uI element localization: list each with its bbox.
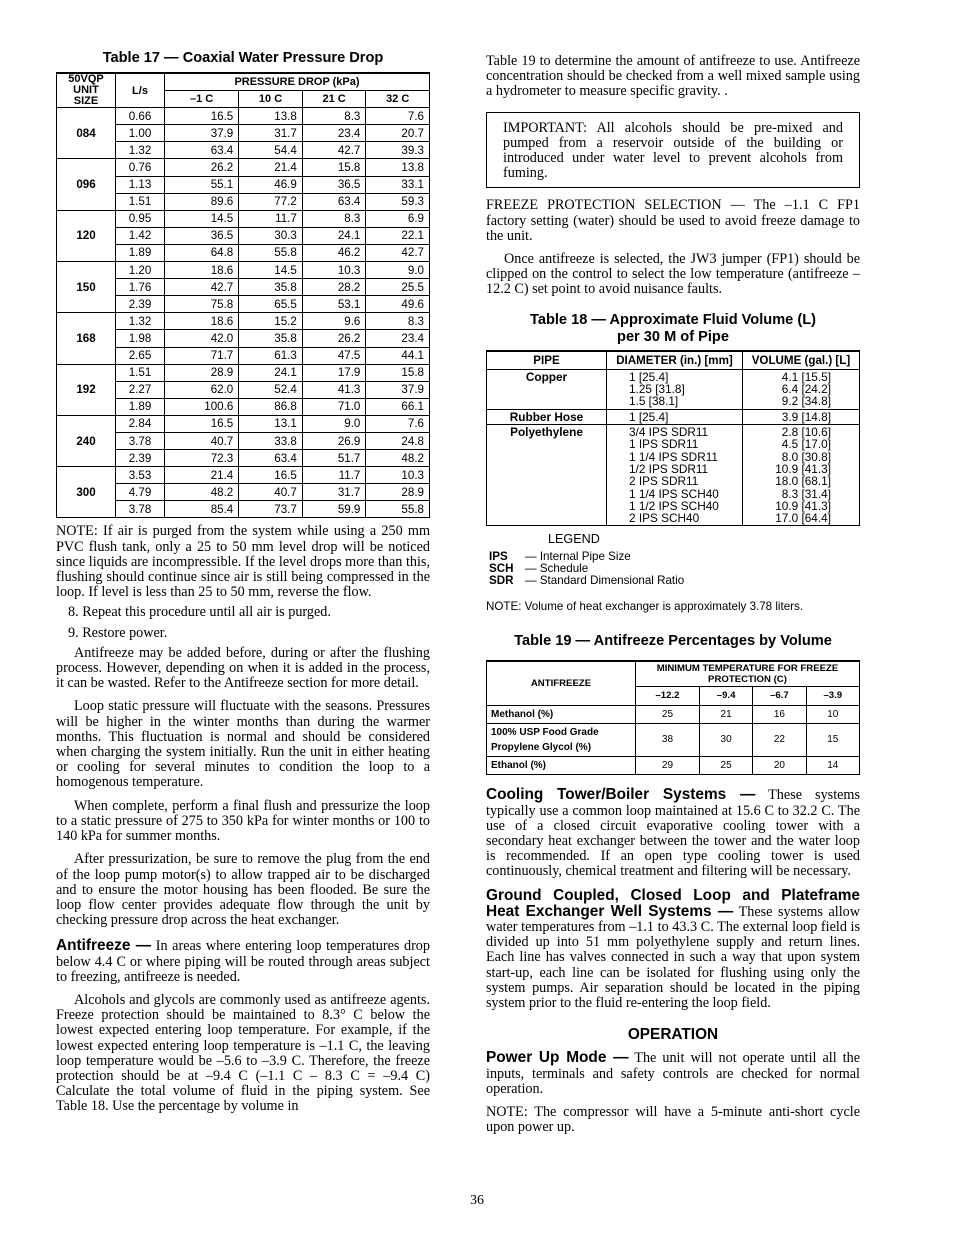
table-row: [57, 262, 430, 279]
pressure-cell: 53.1: [302, 296, 366, 313]
pressure-cell: 44.1: [366, 347, 430, 364]
pressure-cell: 54.4: [239, 142, 303, 159]
col-min-temp: MINIMUM TEMPERATURE FOR FREEZE PROTECTION (C): [636, 661, 860, 687]
pressure-cell: 49.6: [366, 296, 430, 313]
table18-body: [487, 369, 860, 526]
paragraph: When complete, perform a final flush and pressurize the loop to a static pressure of 275 to 350 kPa for winter months or 100 to 140 kPa for summer months.: [56, 797, 430, 845]
pressure-cell: 8.3: [302, 108, 366, 125]
paragraph: Antifreeze may be added before, during or after the flushing process. However, depending on when it is added in the process, it can be wasted. Refer to the Antifreeze section for more detail.: [56, 644, 430, 692]
pressure-cell: 48.2: [366, 450, 430, 467]
volume-cell: 3.9 [14.8]: [742, 409, 859, 424]
operation-heading: OPERATION: [627, 1026, 719, 1044]
pressure-cell: 6.9: [366, 210, 430, 227]
diameter-cell: 1 [25.4]: [607, 409, 743, 424]
volume-cell: 4.1 [15.5] 6.4 [24.2] 9.2 [34.8]: [742, 369, 859, 409]
page-number: 36: [470, 1193, 484, 1208]
table-row: [487, 409, 860, 424]
pressure-cell: 59.3: [366, 193, 430, 210]
table-row: [57, 364, 430, 381]
pressure-cell: 89.6: [165, 193, 239, 210]
diameter-cell: 3/4 IPS SDR11 1 IPS SDR11 1 1/4 IPS SDR11 1/2 IPS SDR11 2 IPS SDR11 1 1/4 IPS SCH40 1 1/2 IPS SCH40 2 IPS SCH40: [607, 425, 743, 526]
table17-body: [57, 108, 430, 518]
pipe-cell: Copper: [487, 369, 607, 409]
percentage-cell: 15: [806, 723, 859, 756]
col-temp: –12.2: [636, 687, 700, 705]
pipe-cell: Polyethylene: [487, 425, 607, 526]
cooling-tower-heading: Cooling Tower/Boiler Systems —: [486, 786, 756, 804]
flow-cell: 0.76: [116, 159, 165, 176]
table-row: [487, 369, 860, 409]
pressure-cell: 30.3: [239, 227, 303, 244]
pressure-cell: 52.4: [239, 381, 303, 398]
col-temp: 10 C: [239, 91, 303, 108]
col-temp: –3.9: [806, 687, 859, 705]
volume-note: NOTE: Volume of heat exchanger is approximately 3.78 liters.: [486, 600, 804, 614]
pressure-cell: 16.5: [165, 415, 239, 432]
col-temp: 21 C: [302, 91, 366, 108]
pressure-cell: 26.2: [302, 330, 366, 347]
table-row: [57, 210, 430, 227]
pressure-cell: 14.5: [239, 262, 303, 279]
pressure-cell: 24.8: [366, 432, 430, 449]
col-diameter: DIAMETER (in.) [mm]: [607, 351, 743, 370]
table18-caption-line2: per 30 M of Pipe: [617, 328, 729, 345]
pressure-cell: 86.8: [239, 398, 303, 415]
antifreeze-name-cell: Ethanol (%): [487, 757, 636, 775]
pressure-cell: 13.8: [239, 108, 303, 125]
legend-abbr: SCH: [489, 561, 514, 575]
pressure-cell: 31.7: [239, 125, 303, 142]
table19: [486, 660, 860, 775]
pressure-cell: 18.6: [165, 313, 239, 330]
pressure-cell: 15.2: [239, 313, 303, 330]
pressure-cell: 42.7: [165, 279, 239, 296]
legend-desc: — Standard Dimensional Ratio: [525, 574, 685, 588]
pressure-cell: 16.5: [239, 467, 303, 484]
flow-cell: 1.32: [116, 142, 165, 159]
flow-cell: 2.39: [116, 450, 165, 467]
pressure-cell: 11.7: [239, 210, 303, 227]
pressure-cell: 28.2: [302, 279, 366, 296]
col-temp: 32 C: [366, 91, 430, 108]
percentage-cell: 21: [699, 705, 752, 723]
flow-cell: 0.95: [116, 210, 165, 227]
table-row: [57, 159, 430, 176]
pressure-cell: 24.1: [239, 364, 303, 381]
pressure-cell: 33.1: [366, 176, 430, 193]
pressure-cell: 63.4: [165, 142, 239, 159]
pressure-cell: 40.7: [165, 432, 239, 449]
legend-desc: — Schedule: [525, 561, 589, 575]
table19-caption: Table 19 — Antifreeze Percentages by Volume: [514, 633, 832, 650]
flow-cell: 1.42: [116, 227, 165, 244]
pressure-cell: 55.8: [239, 244, 303, 261]
pressure-cell: 37.9: [366, 381, 430, 398]
percentage-cell: 25: [699, 757, 752, 775]
percentage-cell: 29: [636, 757, 700, 775]
pressure-cell: 20.7: [366, 125, 430, 142]
pressure-cell: 15.8: [302, 159, 366, 176]
legend-rows: [486, 551, 860, 588]
pressure-cell: 42.7: [366, 244, 430, 261]
pressure-cell: 63.4: [239, 450, 303, 467]
cooling-tower-body: These systems typically use a common loop maintained at 15.6 C to 32.2 C. The use of a closed circuit evaporative cooling tower with a secondary heat exchanger between the tower and the water loop is recommended. If an open type cooling tower is used continuously, chemical treatment and filtering will be necessary.: [486, 787, 860, 880]
percentage-cell: 20: [753, 757, 806, 775]
pipe-cell: Rubber Hose: [487, 409, 607, 424]
pressure-cell: 13.8: [366, 159, 430, 176]
flow-cell: 1.89: [116, 244, 165, 261]
col-pressure-drop: PRESSURE DROP (kPa): [165, 73, 430, 91]
table-row: [487, 723, 860, 756]
cooling-tower-section: [486, 787, 860, 879]
table-row: [57, 108, 430, 125]
paragraph: Loop static pressure will fluctuate with the seasons. Pressures will be higher in the winter months than during the warmer months. This fluctuation is normal and should be considered when charging the system initially. Run the unit in either heating or cooling for several minutes to condition the loop to a homogenous temperature.: [56, 698, 430, 791]
pressure-cell: 64.8: [165, 244, 239, 261]
pressure-cell: 59.9: [302, 501, 366, 518]
pressure-cell: 26.9: [302, 432, 366, 449]
pressure-cell: 47.5: [302, 347, 366, 364]
pressure-cell: 61.3: [239, 347, 303, 364]
compressor-note: NOTE: The compressor will have a 5-minute anti-short cycle upon power up.: [486, 1104, 860, 1136]
table-row: [487, 705, 860, 723]
pressure-cell: 75.8: [165, 296, 239, 313]
flow-cell: 1.89: [116, 398, 165, 415]
flow-cell: 1.32: [116, 313, 165, 330]
pressure-cell: 66.1: [366, 398, 430, 415]
antifreeze-name-cell: Methanol (%): [487, 705, 636, 723]
paragraph: Table 19 to determine the amount of antifreeze to use. Antifreeze concentration should be checked from a well mixed sample using a hydrometer to measure specific gravity. .: [486, 53, 860, 100]
step-8: 8. Repeat this procedure until all air is purged.: [68, 604, 331, 621]
pressure-cell: 21.4: [239, 159, 303, 176]
ground-coupled-heading: Ground Coupled, Closed Loop and Plateframe Heat Exchanger Well Systems —: [486, 886, 860, 920]
pressure-cell: 23.4: [302, 125, 366, 142]
antifreeze-section: [56, 938, 430, 985]
power-up-heading: Power Up Mode —: [486, 1049, 629, 1067]
pressure-cell: 14.5: [165, 210, 239, 227]
pressure-cell: 73.7: [239, 501, 303, 518]
unit-size-cell: 120: [57, 210, 116, 261]
antifreeze-heading: Antifreeze —: [56, 937, 152, 955]
pressure-cell: 8.3: [366, 313, 430, 330]
pressure-cell: 25.5: [366, 279, 430, 296]
unit-size-cell: 084: [57, 108, 116, 159]
percentage-cell: 38: [636, 723, 700, 756]
pressure-cell: 62.0: [165, 381, 239, 398]
percentage-cell: 10: [806, 705, 859, 723]
pressure-cell: 35.8: [239, 330, 303, 347]
unit-size-cell: 192: [57, 364, 116, 415]
pressure-cell: 65.5: [239, 296, 303, 313]
pressure-cell: 55.8: [366, 501, 430, 518]
table18-caption: [486, 312, 860, 346]
legend-title: LEGEND: [548, 532, 600, 547]
pressure-cell: 31.7: [302, 484, 366, 501]
pressure-cell: 55.1: [165, 176, 239, 193]
ground-coupled-body: These systems allow water temperatures from –1.1 to 43.3 C. The external loop field is divided up into 51 mm polyethylene supply and return lines. Each line has valves connected in such a way that upon system start-up, each line can be isolated for flushing using only the system pumps. Air separation should be located in the piping system prior to the fluid re-entering the loop field.: [486, 903, 860, 1012]
col-temp: –6.7: [753, 687, 806, 705]
pressure-cell: 36.5: [302, 176, 366, 193]
pressure-cell: 71.0: [302, 398, 366, 415]
flow-cell: 1.00: [116, 125, 165, 142]
legend-item: [486, 575, 860, 587]
pressure-cell: 71.7: [165, 347, 239, 364]
flow-cell: 3.53: [116, 467, 165, 484]
percentage-cell: 16: [753, 705, 806, 723]
pressure-cell: 48.2: [165, 484, 239, 501]
unit-size-cell: 096: [57, 159, 116, 210]
col-ls: L/s: [116, 73, 165, 108]
ground-coupled-section: [486, 888, 860, 1012]
pressure-cell: 24.1: [302, 227, 366, 244]
pressure-cell: 28.9: [165, 364, 239, 381]
pressure-cell: 17.9: [302, 364, 366, 381]
important-text: IMPORTANT: All alcohols should be pre-mixed and pumped from a reservoir outside of the building or introduced under water level to prevent alcohols from fuming.: [503, 119, 843, 182]
pressure-cell: 42.7: [302, 142, 366, 159]
pressure-cell: 13.1: [239, 415, 303, 432]
flow-cell: 1.51: [116, 193, 165, 210]
unit-size-cell: 300: [57, 467, 116, 518]
table18-caption-line1: Table 18 — Approximate Fluid Volume (L): [530, 311, 816, 328]
pressure-cell: 33.8: [239, 432, 303, 449]
freeze-protection: FREEZE PROTECTION SELECTION — The –1.1 C FP1 factory setting (water) should be used to avoid freeze damage to the unit.: [486, 197, 860, 244]
table-row: [487, 757, 860, 775]
pressure-cell: 72.3: [165, 450, 239, 467]
pressure-cell: 36.5: [165, 227, 239, 244]
table-row: [57, 467, 430, 484]
flow-cell: 3.78: [116, 432, 165, 449]
paragraph: After pressurization, be sure to remove the plug from the end of the loop pump motor(s) to allow trapped air to be discharged and to ensure the motor housing has been flooded. Be sure the loop flow center provides adequate flow through the unit by checking pressure drop across the heat exchanger.: [56, 851, 430, 929]
percentage-cell: 14: [806, 757, 859, 775]
important-box: [486, 112, 860, 189]
col-pipe: PIPE: [487, 351, 607, 370]
table-row: [57, 415, 430, 432]
col-temp: –1 C: [165, 91, 239, 108]
percentage-cell: 30: [699, 723, 752, 756]
pressure-cell: 85.4: [165, 501, 239, 518]
pressure-cell: 46.2: [302, 244, 366, 261]
flow-cell: 2.84: [116, 415, 165, 432]
flow-cell: 1.76: [116, 279, 165, 296]
diameter-cell: 1 [25.4] 1.25 [31.8] 1.5 [38.1]: [607, 369, 743, 409]
pressure-cell: 10.3: [302, 262, 366, 279]
percentage-cell: 25: [636, 705, 700, 723]
pressure-cell: 35.8: [239, 279, 303, 296]
table18: [486, 350, 860, 527]
step-9: 9. Restore power.: [68, 624, 168, 641]
flow-cell: 2.27: [116, 381, 165, 398]
unit-size-cell: 168: [57, 313, 116, 364]
pressure-cell: 21.4: [165, 467, 239, 484]
legend-abbr: SDR: [489, 574, 514, 588]
flow-cell: 3.78: [116, 501, 165, 518]
pressure-cell: 22.1: [366, 227, 430, 244]
legend-abbr: IPS: [489, 549, 508, 563]
flow-cell: 1.98: [116, 330, 165, 347]
legend: [486, 533, 860, 587]
pressure-cell: 23.4: [366, 330, 430, 347]
flow-cell: 1.51: [116, 364, 165, 381]
pressure-cell: 9.0: [302, 415, 366, 432]
flow-cell: 2.39: [116, 296, 165, 313]
flow-cell: 0.66: [116, 108, 165, 125]
pressure-cell: 63.4: [302, 193, 366, 210]
pressure-cell: 11.7: [302, 467, 366, 484]
flush-note: NOTE: If air is purged from the system while using a 250 mm PVC flush tank, only a 25 to 50 mm level drop will be noticed since liquids are incompressible. If the level drops more than this, flushing should continue since air is still being compressed in the loop. If level is less than 25 to 50 mm, reverse the flow.: [56, 523, 430, 601]
pressure-cell: 46.9: [239, 176, 303, 193]
col-unit-size: 50VQP UNIT SIZE: [57, 73, 116, 108]
pressure-cell: 39.3: [366, 142, 430, 159]
col-volume: VOLUME (gal.) [L]: [742, 351, 859, 370]
pressure-cell: 41.3: [302, 381, 366, 398]
pressure-cell: 40.7: [239, 484, 303, 501]
legend-desc: — Internal Pipe Size: [525, 549, 631, 563]
pressure-cell: 16.5: [165, 108, 239, 125]
pressure-cell: 37.9: [165, 125, 239, 142]
flow-cell: 1.20: [116, 262, 165, 279]
table19-body: [487, 705, 860, 775]
pressure-cell: 7.6: [366, 108, 430, 125]
table-row: [487, 425, 860, 526]
col-antifreeze: ANTIFREEZE: [487, 661, 636, 705]
flow-cell: 2.65: [116, 347, 165, 364]
pressure-cell: 26.2: [165, 159, 239, 176]
pressure-cell: 77.2: [239, 193, 303, 210]
volume-cell: 2.8 [10.6] 4.5 [17.0] 8.0 [30.8] 10.9 [41.3] 18.0 [68.1] 8.3 [31.4] 10.9 [41.3] 17.0 [64.4]: [742, 425, 859, 526]
table17: [56, 72, 430, 518]
percentage-cell: 22: [753, 723, 806, 756]
pressure-cell: 10.3: [366, 467, 430, 484]
col-temp: –9.4: [699, 687, 752, 705]
pressure-cell: 15.8: [366, 364, 430, 381]
pressure-cell: 7.6: [366, 415, 430, 432]
jumper-paragraph: Once antifreeze is selected, the JW3 jumper (FP1) should be clipped on the control to select the low temperature (antifreeze –12.2 C) set point to avoid nuisance faults.: [486, 251, 860, 298]
power-up-section: [486, 1050, 860, 1097]
pressure-cell: 42.0: [165, 330, 239, 347]
pressure-cell: 9.6: [302, 313, 366, 330]
unit-size-cell: 240: [57, 415, 116, 466]
pressure-cell: 100.6: [165, 398, 239, 415]
pressure-cell: 18.6: [165, 262, 239, 279]
antifreeze-name-cell: 100% USP Food Grade Propylene Glycol (%): [487, 723, 636, 756]
flow-cell: 1.13: [116, 176, 165, 193]
flow-cell: 4.79: [116, 484, 165, 501]
pressure-cell: 8.3: [302, 210, 366, 227]
pressure-cell: 28.9: [366, 484, 430, 501]
antifreeze-body: In areas where entering loop temperatures drop below 4.4 C or where piping will be routed through areas subject to freezing, antifreeze is needed.: [56, 938, 430, 985]
pressure-cell: 9.0: [366, 262, 430, 279]
table-row: [57, 313, 430, 330]
table17-caption: Table 17 — Coaxial Water Pressure Drop: [102, 50, 384, 66]
power-up-body: The unit will not operate until all the inputs, terminals and safety controls are checked for normal operation.: [486, 1050, 860, 1097]
unit-size-cell: 150: [57, 262, 116, 313]
pressure-cell: 51.7: [302, 450, 366, 467]
paragraph: Alcohols and glycols are commonly used as antifreeze agents. Freeze protection should be maintained to 8.3° C below the lowest expected entering loop temperature. For example, if the lowest expected entering loop temperature is –1.1 C, the leaving loop temperature would be –5.6 to –3.9 C. Therefore, the freeze protection should be at –9.4 C (–1.1 C – 8.3 C = –9.4 C) Calculate the total volume of fluid in the piping system. See Table 18. Use the percentage by volume in: [56, 991, 430, 1115]
